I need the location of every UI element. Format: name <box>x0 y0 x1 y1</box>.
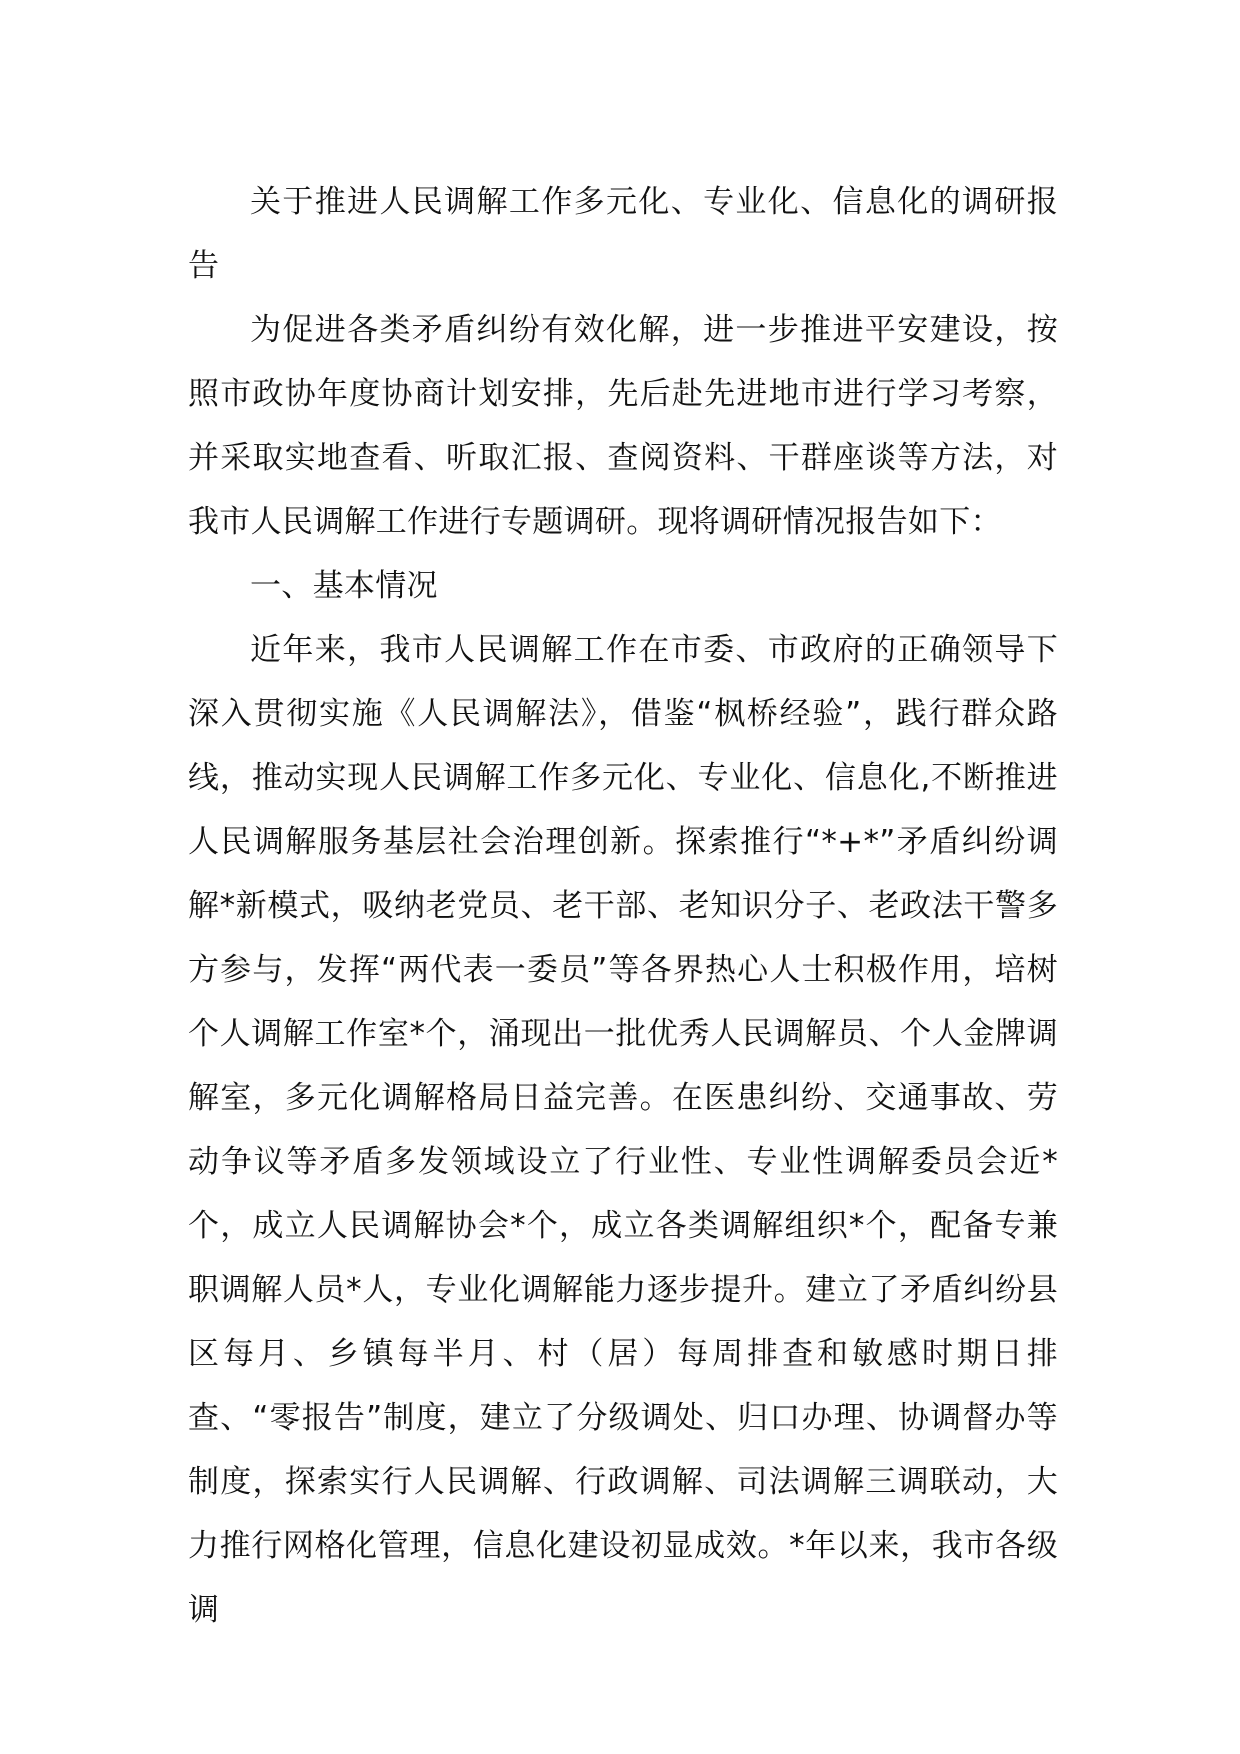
body-paragraph: 近年来，我市人民调解工作在市委、市政府的正确领导下深入贯彻实施《人民调解法》，借鉴“枫桥经验”，践行群众路线，推动实现人民调解工作多元化、专业化、信息化,不断推进人民调解服务基层社会治理创新。探索推行“*+*”矛盾纠纷调解*新模式，吸纳老党员、老干部、老知识分子、老政法干警多方参与，发挥“两代表一委员”等各界热心人士积极作用，培树个人调解工作室*个，涌现出一批优秀人民调解员、个人金牌调解室，多元化调解格局日益完善。在医患纠纷、交通事故、劳动争议等矛盾多发领域设立了行业性、专业性调解委员会近*个，成立人民调解协会*个，成立各类调解组织*个，配备专兼职调解人员*人，专业化调解能力逐步提升。建立了矛盾纠纷县区每月、乡镇每半月、村（居）每周排查和敏感时期日排查、“零报告”制度，建立了分级调处、归口办理、协调督办等制度，探索实行人民调解、行政调解、司法调解三调联动，大力推行网格化管理，信息化建设初显成效。*年以来，我市各级调 <box>188 632 1058 1628</box>
document-title: 关于推进人民调解工作多元化、专业化、信息化的调研报告 <box>188 184 1058 284</box>
section-heading: 一、基本情况 <box>250 568 438 604</box>
document-body <box>188 170 1058 1642</box>
intro-paragraph: 为促进各类矛盾纠纷有效化解，进一步推进平安建设，按照市政协年度协商计划安排，先后赴先进地市进行学习考察，并采取实地查看、听取汇报、查阅资料、干群座谈等方法，对我市人民调解工作进行专题调研。现将调研情况报告如下： <box>188 312 1058 540</box>
